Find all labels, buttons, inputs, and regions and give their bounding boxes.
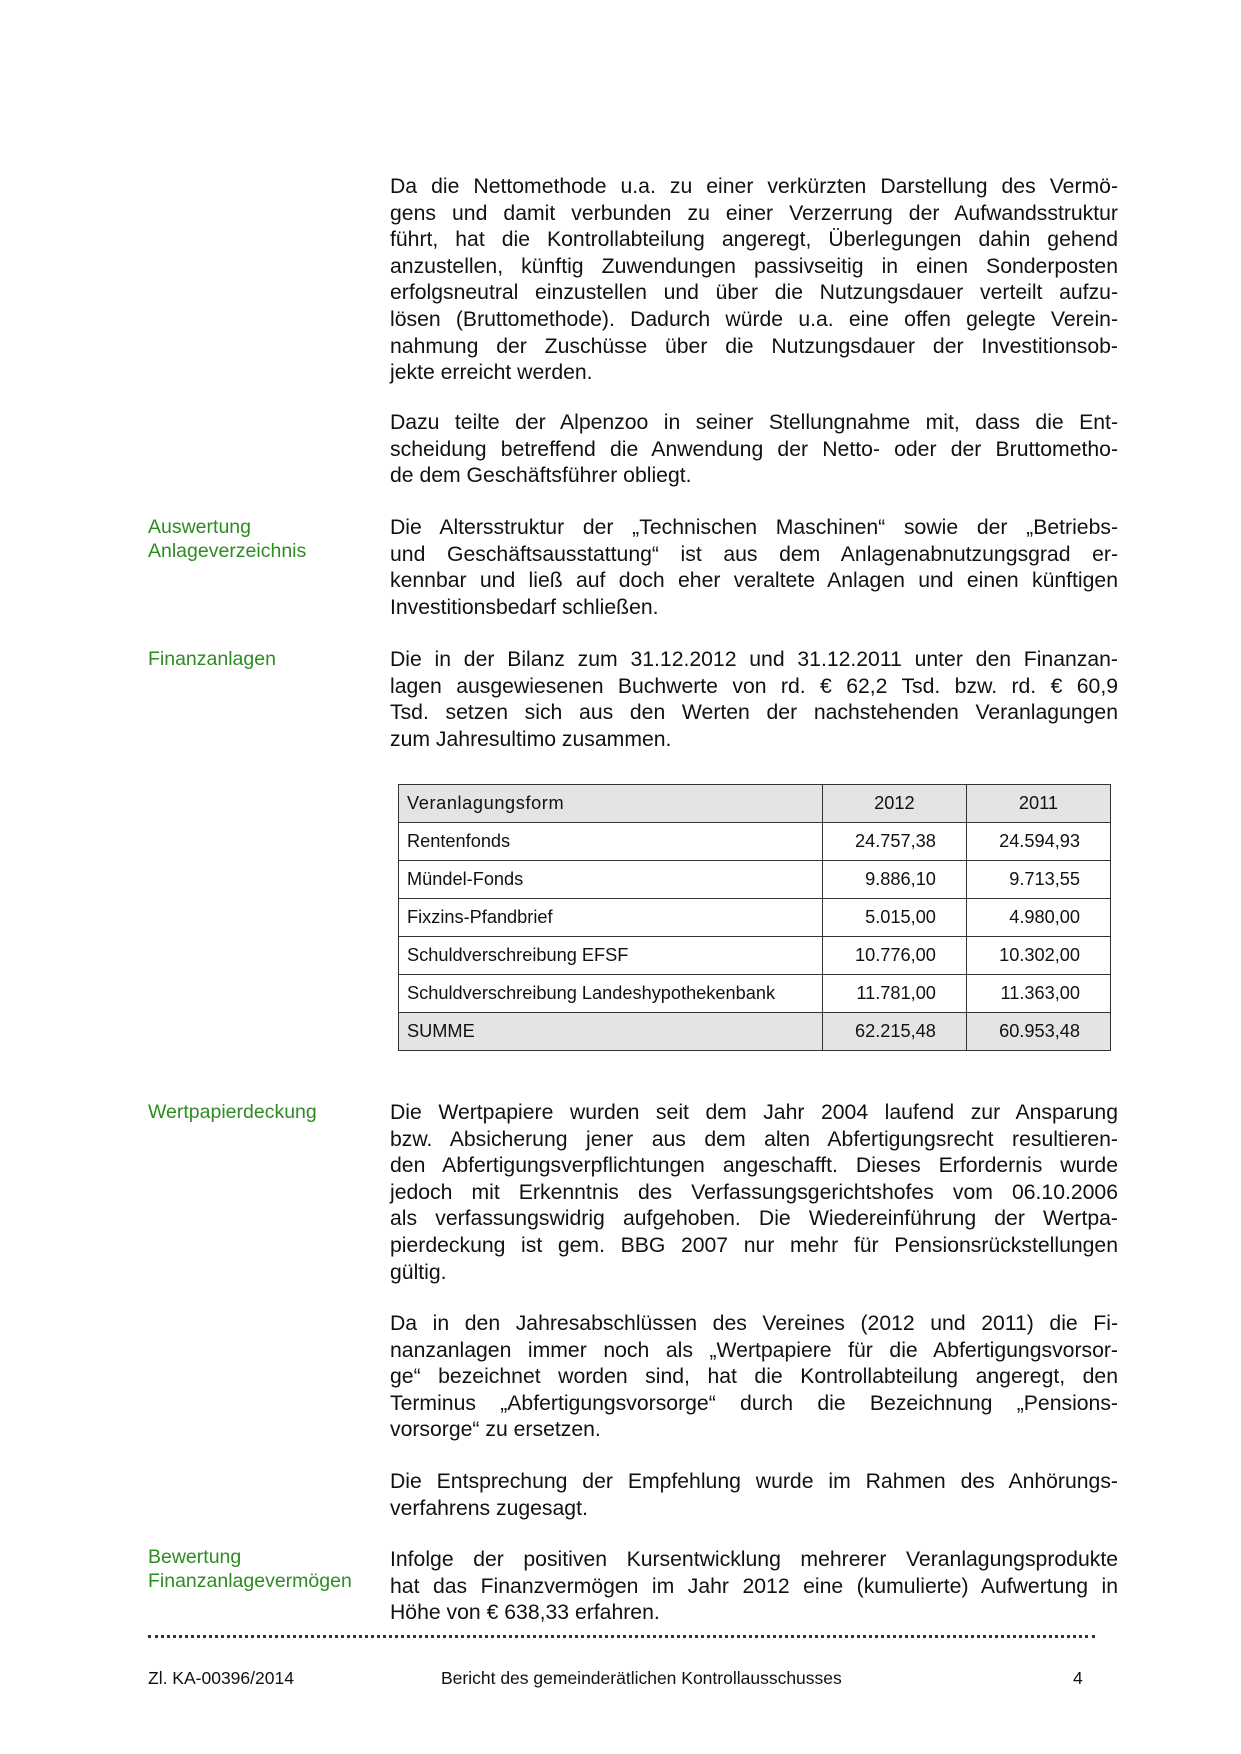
text-line: jedoch mit Erkenntnis des Verfassungsgerichtshofes vom 06.10.2006 [390, 1180, 1118, 1204]
footer-title: Bericht des gemeinderätlichen Kontrollausschusses [441, 1668, 842, 1688]
text-line: de dem Geschäftsführer obliegt. [390, 464, 692, 488]
table-cell: SUMME [399, 1013, 823, 1051]
table-cell: Rentenfonds [399, 823, 823, 861]
text-line: Terminus „Abfertigungsvorsorge“ durch die Bezeichnung „Pensions- [390, 1391, 1118, 1415]
paragraph-altersstruktur [390, 515, 1118, 621]
investments-table [398, 784, 1111, 1051]
paragraph-finanzanlagen [390, 647, 1118, 753]
table-cell: 9.886,10 [822, 861, 966, 899]
column-header: 2011 [966, 785, 1110, 823]
text-line: Höhe von € 638,33 erfahren. [390, 1601, 660, 1625]
text-line: und Geschäftsausstattung“ ist aus dem Anlagenabnutzungsgrad er- [390, 542, 1118, 566]
paragraph-wertpapiere [390, 1100, 1118, 1286]
text-line: Infolge der positiven Kursentwicklung mehrerer Veranlagungsprodukte [390, 1548, 1118, 1571]
paragraph-nettomethode [390, 174, 1118, 387]
text-line: nanzanlagen immer noch als „Wertpapiere für die Abfertigungsvorsor- [390, 1338, 1118, 1362]
table-cell: 24.757,38 [822, 823, 966, 861]
column-header: 2012 [822, 785, 966, 823]
page-number: 4 [1073, 1668, 1083, 1688]
table-cell: Schuldverschreibung Landeshypothekenbank [399, 975, 823, 1013]
table-cell: 10.302,00 [966, 937, 1110, 975]
text-line: gültig. [390, 1260, 447, 1284]
text-line: kennbar und ließ auf doch eher veraltete Anlagen und einen künftigen [390, 569, 1118, 593]
text-line: pierdeckung ist gem. BBG 2007 nur mehr für Pensionsrückstellungen [390, 1233, 1118, 1257]
margin-note-line: Anlageverzeichnis [148, 540, 307, 562]
text-line: verfahrens zugesagt. [390, 1496, 588, 1520]
text-line: lagen ausgewiesenen Buchwerte von rd. € 62,2 Tsd. bzw. rd. € 60,9 [390, 674, 1118, 698]
table-row [399, 975, 1111, 1013]
margin-note-finanzanlagen [148, 647, 383, 671]
text-line: ge“ bezeichnet worden sind, hat die Kontrollabteilung angeregt, den [390, 1365, 1118, 1389]
margin-note-line: Auswertung [148, 516, 251, 538]
text-line: den Abfertigungsverpflichtungen angeschafft. Dieses Erfordernis wurde [390, 1154, 1118, 1178]
text-line: jekte erreicht werden. [390, 361, 593, 385]
table-row [399, 861, 1111, 899]
text-line: Die Entsprechung der Empfehlung wurde im Rahmen des Anhörungs- [390, 1470, 1118, 1493]
paragraph-empfehlung [390, 1469, 1118, 1522]
text-line: zum Jahresultimo zusammen. [390, 727, 672, 751]
table-cell: 9.713,55 [966, 861, 1110, 899]
text-line: anzustellen, künftig Zuwendungen passivseitig in einen Sonderposten [390, 254, 1118, 278]
table-row [399, 899, 1111, 937]
text-line: vorsorge“ zu ersetzen. [390, 1418, 601, 1442]
table-cell: 62.215,48 [822, 1013, 966, 1051]
text-line: lösen (Bruttomethode). Dadurch würde u.a. eine offen gelegte Verein- [390, 307, 1118, 331]
margin-note-auswertung [148, 515, 383, 563]
table-cell: Mündel-Fonds [399, 861, 823, 899]
text-line: bzw. Absicherung jener aus dem alten Abfertigungsrecht resultieren- [390, 1127, 1118, 1151]
text-line: Da in den Jahresabschlüssen des Vereines (2012 und 2011) die Fi- [390, 1312, 1118, 1335]
column-header: Veranlagungsform [399, 785, 823, 823]
table-cell: 5.015,00 [822, 899, 966, 937]
margin-note-bewertung [148, 1545, 383, 1593]
footer-reference: Zl. KA-00396/2014 [148, 1668, 294, 1688]
footer-divider [148, 1635, 1095, 1638]
text-line: Die in der Bilanz zum 31.12.2012 und 31.12.2011 unter den Finanzan- [390, 648, 1118, 671]
text-line: hat das Finanzvermögen im Jahr 2012 eine (kumulierte) Aufwertung in [390, 1574, 1118, 1598]
table-row [399, 937, 1111, 975]
paragraph-jahresabschluesse [390, 1311, 1118, 1444]
table-cell: 60.953,48 [966, 1013, 1110, 1051]
table-cell: 11.781,00 [822, 975, 966, 1013]
margin-note-line: Finanzanlagen [148, 648, 276, 670]
text-line: nahmung der Zuschüsse über die Nutzungsdauer der Investitionsob- [390, 334, 1118, 358]
text-line: gens und damit verbunden zu einer Verzerrung der Aufwandsstruktur [390, 201, 1118, 225]
text-line: Die Altersstruktur der „Technischen Maschinen“ sowie der „Betriebs- [390, 516, 1118, 539]
table-cell: 10.776,00 [822, 937, 966, 975]
text-line: als verfassungswidrig aufgehoben. Die Wiedereinführung der Wertpa- [390, 1207, 1118, 1231]
paragraph-bewertung [390, 1547, 1118, 1627]
text-line: scheidung betreffend die Anwendung der Netto- oder der Bruttometho- [390, 437, 1118, 461]
table-sum-row [399, 1013, 1111, 1051]
margin-note-line: Bewertung [148, 1546, 242, 1568]
text-line: erfolgsneutral einzustellen und über die Nutzungsdauer verteilt aufzu- [390, 281, 1118, 305]
margin-note-line: Wertpapierdeckung [148, 1101, 317, 1123]
table-row [399, 823, 1111, 861]
text-line: führt, hat die Kontrollabteilung angeregt, Überlegungen dahin gehend [390, 228, 1118, 252]
text-line: Dazu teilte der Alpenzoo in seiner Stellungnahme mit, dass die Ent- [390, 411, 1118, 434]
table-cell: Schuldverschreibung EFSF [399, 937, 823, 975]
table-header-row [399, 785, 1111, 823]
margin-note-line: Finanzanlagevermögen [148, 1570, 352, 1592]
text-line: Tsd. setzen sich aus den Werten der nachstehenden Veranlagungen [390, 701, 1118, 725]
paragraph-stellungnahme [390, 410, 1118, 490]
text-line: Investitionsbedarf schließen. [390, 595, 659, 619]
table-cell: Fixzins-Pfandbrief [399, 899, 823, 937]
text-line: Die Wertpapiere wurden seit dem Jahr 2004 laufend zur Ansparung [390, 1101, 1118, 1124]
table-cell: 11.363,00 [966, 975, 1110, 1013]
text-line: Da die Nettomethode u.a. zu einer verkürzten Darstellung des Vermö- [390, 175, 1118, 198]
table-cell: 24.594,93 [966, 823, 1110, 861]
table-cell: 4.980,00 [966, 899, 1110, 937]
margin-note-wertpapierdeckung [148, 1100, 383, 1124]
